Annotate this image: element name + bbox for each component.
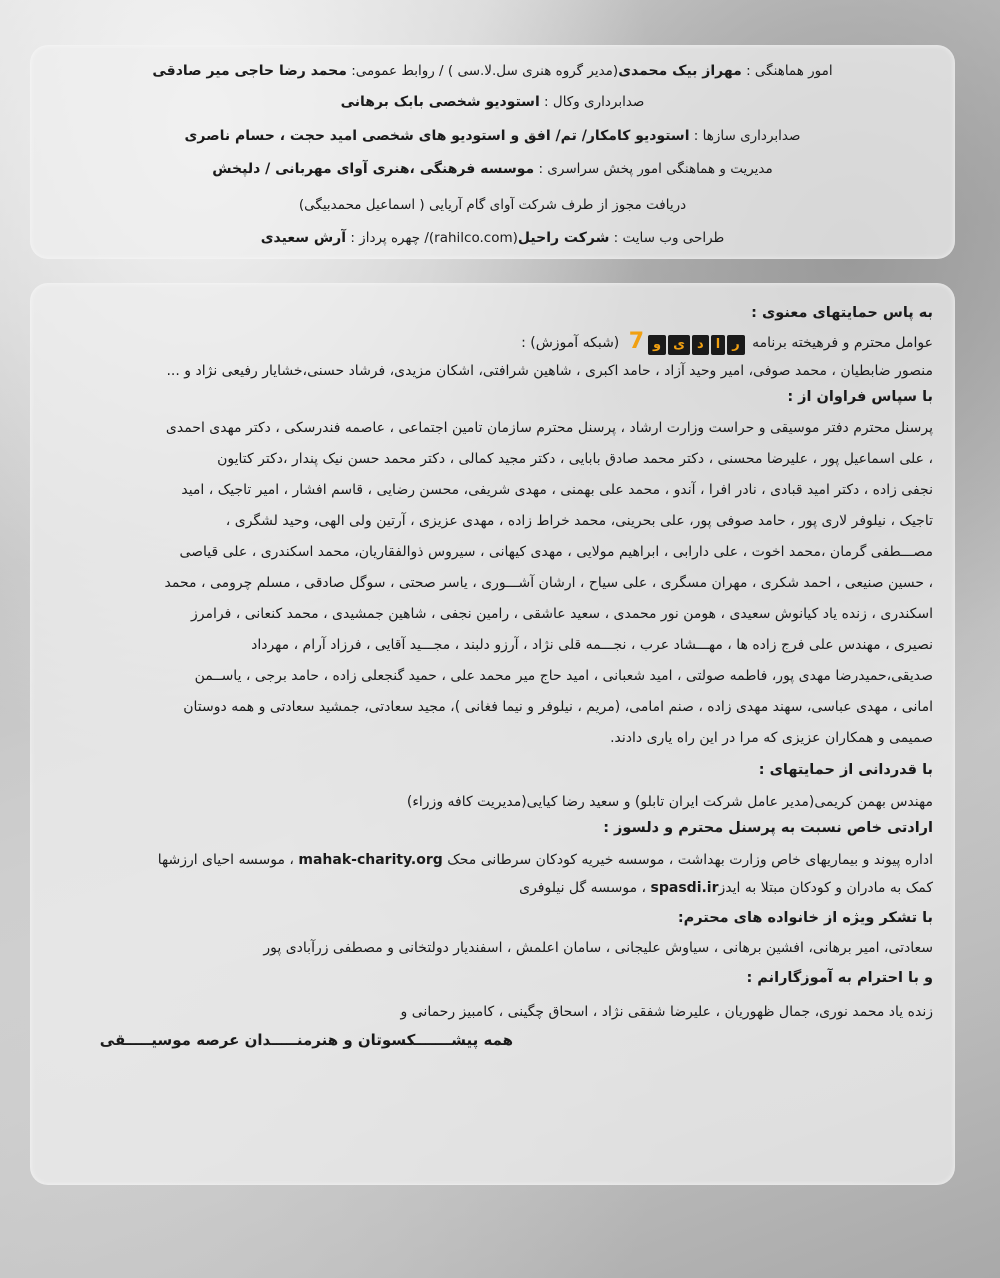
credit-line-web-design bbox=[30, 228, 955, 248]
staff-text: اداره پیوند و بیماریهای خاص وزارت بهداشت ، موسسه خیریه کودکان سرطانی محک bbox=[442, 852, 933, 868]
paragraph-line: ، علی اسماعیل پور ، علیرضا محسنی ، دکتر محمد صادق بابایی ، دکتر مجید کمالی ، دکتر محمد حسن نیک پندار ،دکتر کتایون bbox=[217, 451, 933, 467]
paragraph-line: صدیقی،حمیدرضا مهدی پور، فاطمه صولتی ، امید شعبانی ، امید حاج میر محمد علی ، حمید گنجعلی زاده ، حامد برجی ، یاســمن bbox=[194, 668, 933, 684]
heading-spiritual-support: به پاس حمایتهای معنوی : bbox=[751, 305, 933, 321]
paragraph-line: تاجیک ، نیلوفر لاری پور ، حامد صوفی پور، علی بحرینی، محمد خراط زاده ، مهدی عزیزی ، آرتین ولی الهی، وحید لشگری ، bbox=[225, 513, 933, 529]
paragraph-line: اسکندری ، زنده یاد کیانوش سعیدی ، هومن نور محمدی ، سعید عاشقی ، رامین نجفی ، شاهین جمشیدی ، محمد کنعانی ، فرامرز bbox=[191, 606, 933, 622]
credit-label: امور هماهنگی : bbox=[741, 63, 833, 79]
heading-many-thanks: با سپاس فراوان از : bbox=[787, 389, 933, 405]
thanks-names-paragraph bbox=[52, 413, 933, 754]
paragraph-line: صمیمی و همکاران عزیزی که مرا در این راه یاری دادند. bbox=[610, 730, 933, 746]
logo-letter: و bbox=[648, 335, 666, 355]
paragraph-line: نجفی زاده ، دکتر امید قبادی ، نادر افرا ، آندو ، محمد علی بهمنی ، مهدی شریفی، محسن رضایی ، قاسم افشار ، امیر تاجیک ، امید bbox=[181, 482, 933, 498]
logo-digit: 7 bbox=[628, 329, 645, 354]
closing-line: همه پیشـــــــکسوتان و هنرمنـــــدان عرصه موسیـــــقی bbox=[99, 1031, 513, 1049]
credit-name: استودیو شخصی بابک برهانی bbox=[340, 94, 540, 110]
credit-label: صدابرداری سازها : bbox=[689, 128, 801, 144]
credit-label: مدیریت و هماهنگی امور پخش سراسری : bbox=[534, 161, 773, 177]
credit-name: مهراز بیک محمدی bbox=[618, 63, 742, 79]
logo-letter: ا bbox=[711, 335, 725, 355]
credit-name: موسسه فرهنگی ،هنری آوای مهربانی / دلپخش bbox=[212, 161, 535, 177]
staff-text: ، موسسه گل نیلوفری bbox=[519, 880, 651, 896]
heading-families: با تشکر ویژه از خانواده های محترم: bbox=[677, 910, 933, 926]
credit-label: طراحی وب سایت : bbox=[609, 230, 725, 246]
paragraph-line: امانی ، مهدی عباسی، سهند مهدی زاده ، صنم امامی، (مریم ، نیلوفر و نیما فغانی )، مجید سعادتی، جمشید سعادتی و همه دوستان bbox=[183, 699, 933, 715]
intro-text: (شبکه آموزش) : bbox=[521, 335, 624, 351]
paragraph-line: نصیری ، مهندس علی فرج زاده ها ، مهـــشاد عرب ، نجـــمه قلی نژاد ، آرزو دلبند ، مجـــید آقایی ، فرزاد آرام ، مهرداد bbox=[251, 637, 933, 653]
staff-text: ، موسسه احیای ارزشها bbox=[157, 852, 299, 868]
paragraph-line: پرسنل محترم دفتر موسیقی و حراست وزارت ارشاد ، پرسنل محترم سازمان تامین اجتماعی ، عاصمه فندرسکی ، دکتر مهدی احمدی bbox=[165, 420, 933, 436]
intro-text: عوامل محترم و فرهیخته برنامه bbox=[747, 335, 933, 351]
families-text: سعادتی، امیر برهانی، افشین برهانی ، سیاوش علیجانی ، سامان اعلمش ، اسفندیار دولتخانی و مصطفی زرآبادی پور bbox=[263, 940, 933, 956]
credit-line-coordination bbox=[30, 61, 955, 81]
radio7-intro-line bbox=[52, 329, 933, 357]
credit-line-distribution bbox=[30, 159, 955, 179]
appreciation-text: مهندس بهمن کریمی(مدیر عامل شرکت ایران تابلو) و سعید رضا کیایی(مدیریت کافه وزراء) bbox=[406, 794, 933, 810]
logo-letter: د bbox=[692, 335, 709, 355]
staff-line-2 bbox=[52, 874, 933, 902]
credits-panel bbox=[30, 45, 955, 259]
heading-staff: ارادتی خاص نسبت به پرسنل محترم و دلسوز : bbox=[603, 820, 933, 836]
credit-label: (rahilco.com)/ چهره پرداز : bbox=[346, 230, 518, 246]
credit-label: (مدیر گروه هنری سل.لا.سی ) / روابط عمومی: bbox=[346, 63, 619, 79]
staff-text: کمک به مادران و کودکان مبتلا به ایدز bbox=[718, 880, 933, 896]
credit-name: آرش سعیدی bbox=[260, 230, 347, 246]
thanks-panel bbox=[30, 283, 955, 1185]
credit-line-instrument-recording bbox=[30, 126, 955, 146]
credit-label: دریافت مجوز از طرف شرکت آوای گام آریایی ( اسماعیل محمدبیگی) bbox=[298, 197, 687, 213]
teachers-text: زنده یاد محمد نوری، جمال ظهوریان ، علیرضا شفقی نژاد ، اسحاق چگینی ، کامبیز رحمانی و bbox=[400, 1004, 933, 1020]
radio7-logo bbox=[626, 329, 746, 354]
radio7-names: منصور ضابطیان ، محمد صوفی، امیر وحید آزاد ، حامد اکبری ، شاهین شرافتی، اشکان مزیدی، فرشاد حسنی،خشایار رفیعی نژاد و ... bbox=[166, 363, 933, 379]
paragraph-line: ، حسین صنیعی ، احمد شکری ، مهران مسگری ، علی سیاح ، ارشان آشـــوری ، یاسر صحتی ، سوگل صادقی ، مسلم چرومی ، محمد bbox=[164, 575, 933, 591]
logo-letter: ر bbox=[727, 335, 744, 355]
mahak-website: mahak-charity.org bbox=[298, 852, 443, 868]
credit-name: استودیو کامکار/ تم/ افق و استودیو های شخصی امید حجت ، حسام ناصری bbox=[184, 128, 690, 144]
heading-appreciation: با قدردانی از حمایتهای : bbox=[758, 762, 933, 778]
heading-teachers: و با احترام به آموزگارانم : bbox=[746, 970, 933, 986]
thanks-body bbox=[52, 303, 933, 1054]
credit-name: شرکت راحیل bbox=[517, 230, 610, 246]
credit-label: صدابرداری وکال : bbox=[539, 94, 645, 110]
staff-line-1 bbox=[52, 846, 933, 874]
credit-line-license bbox=[30, 195, 955, 215]
credit-name: محمد رضا حاجی میر صادقی bbox=[152, 63, 347, 79]
logo-letter: ی bbox=[668, 335, 690, 355]
credit-line-vocal-recording bbox=[30, 92, 955, 112]
paragraph-line: مصـــطفی گرمان ،محمد اخوت ، علی دارابی ، ابراهیم مولایی ، مهدی کیهانی ، سیروس ذوالفقاریان، محمد اسکندری ، علی قیاصی bbox=[179, 544, 933, 560]
spasdi-website: spasdi.ir bbox=[650, 880, 719, 896]
